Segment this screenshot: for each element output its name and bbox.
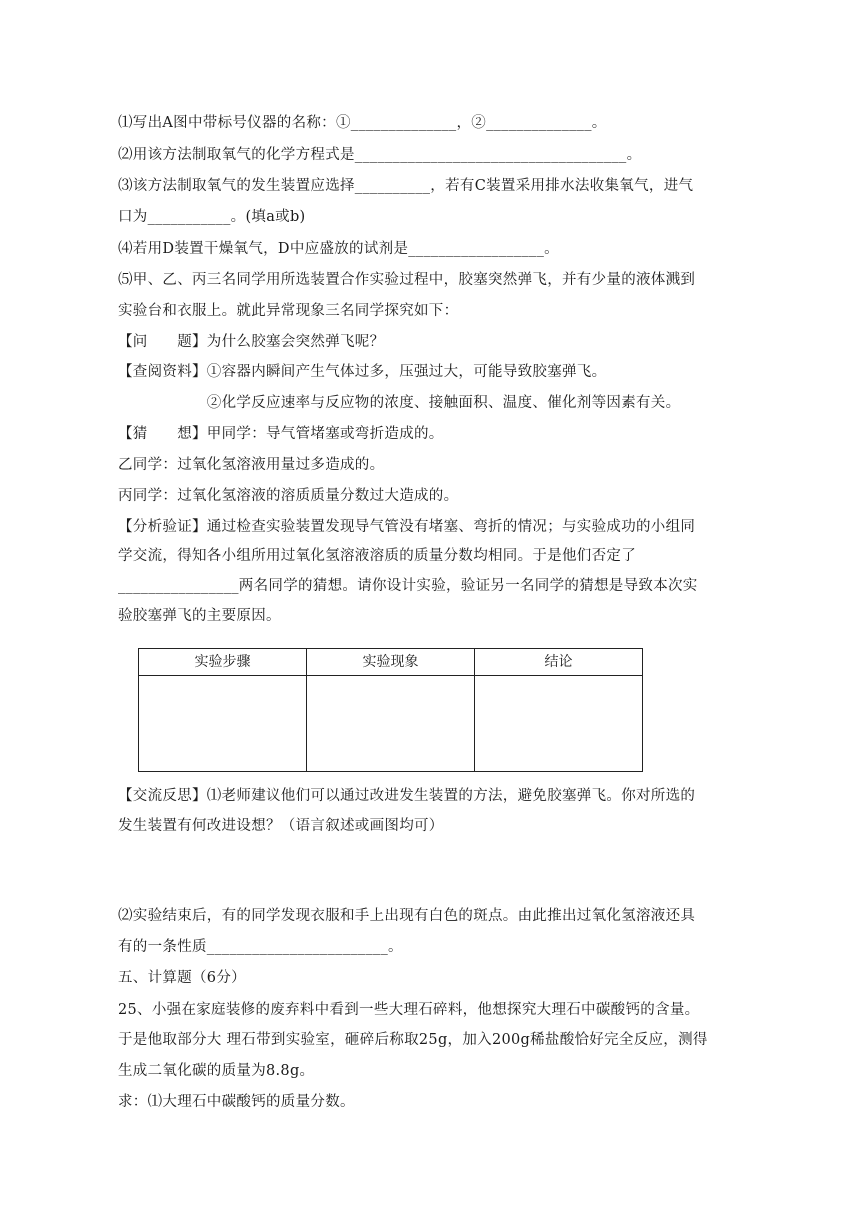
table-cell-steps[interactable] — [139, 676, 307, 771]
problem-heading: 【问 题】为什么胶塞会突然弹飞呢？ — [118, 334, 385, 350]
reference-material-1: 【查阅资料】①容器内瞬间产生气体过多，压强过大，可能导致胶塞弹飞。 — [118, 364, 607, 380]
section-heading-calculation: 五、计算题（6分） — [118, 970, 246, 986]
experiment-table — [138, 648, 643, 772]
reflection-part-2-line-2: 有的一条性质________________________。 — [118, 939, 403, 955]
reflection-line-1: 【交流反思】⑴老师建议他们可以通过改进发生装置的方法，避免胶塞弹飞。你对所选的 — [118, 788, 696, 804]
question-part-3-line-1: ⑶该方法制取氧气的发生装置应选择__________，若有C装置采用排水法收集氧气，进气 — [118, 178, 694, 194]
analysis-line-4: 验胶塞弹飞的主要原因。 — [118, 608, 281, 624]
question-part-2: ⑵用该方法制取氧气的化学方程式是____________________________________。 — [118, 147, 642, 163]
analysis-line-1: 【分析验证】通过检查实验装置发现导气管没有堵塞、弯折的情况；与实验成功的小组同 — [118, 519, 696, 535]
question-part-4: ⑷若用D装置干燥氧气，D中应盛放的试剂是__________________。 — [118, 241, 559, 257]
hypothesis-yi: 乙同学：过氧化氢溶液用量过多造成的。 — [118, 457, 385, 473]
question-25-ask: 求：⑴大理石中碳酸钙的质量分数。 — [118, 1094, 355, 1110]
table-cell-conclusion[interactable] — [475, 676, 642, 771]
question-25-line-2: 于是他取部分大 理石带到实验室，砸碎后称取25g，加入200g稀盐酸恰好完全反应，测得 — [118, 1032, 708, 1048]
hypothesis-bing: 丙同学：过氧化氢溶液的溶质质量分数过大造成的。 — [118, 488, 459, 504]
table-cell-phenomena[interactable] — [307, 676, 475, 771]
question-25-line-3: 生成二氧化碳的质量为8.8g。 — [118, 1063, 315, 1079]
question-part-1: ⑴写出A图中带标号仪器的名称：①______________，②______________。 — [118, 115, 607, 131]
analysis-line-2: 学交流，得知各小组所用过氧化氢溶液溶质的质量分数均相同。于是他们否定了 — [118, 548, 636, 564]
reference-material-2: ②化学反应速率与反应物的浓度、接触面积、温度、催化剂等因素有关。 — [118, 395, 681, 411]
table-header-phenomena: 实验现象 — [307, 649, 475, 676]
question-part-3-line-2: 口为___________。(填a或b) — [118, 209, 306, 225]
hypothesis-jia: 【猜 想】甲同学：导气管堵塞或弯折造成的。 — [118, 426, 444, 442]
question-25-line-1: 25、小强在家庭装修的废弃料中看到一些大理石碎料，他想探究大理石中碳酸钙的含量。 — [118, 1002, 700, 1018]
question-part-5-line-1: ⑸甲、乙、丙三名同学用所选装置合作实验过程中，胶塞突然弹飞，并有少量的液体溅到 — [118, 272, 696, 288]
reflection-part-2-line-1: ⑵实验结束后，有的同学发现衣服和手上出现有白色的斑点。由此推出过氧化氢溶液还具 — [118, 908, 696, 924]
question-part-5-line-2: 实验台和衣服上。就此异常现象三名同学探究如下： — [118, 303, 459, 319]
reflection-line-2: 发生装置有何改进设想？（语言叙述或画图均可） — [118, 818, 444, 834]
table-header-steps: 实验步骤 — [139, 649, 307, 676]
table-header-conclusion: 结论 — [475, 649, 642, 676]
analysis-line-3: ________________两名同学的猜想。请你设计实验，验证另一名同学的猜想是导致本次实 — [118, 578, 698, 594]
